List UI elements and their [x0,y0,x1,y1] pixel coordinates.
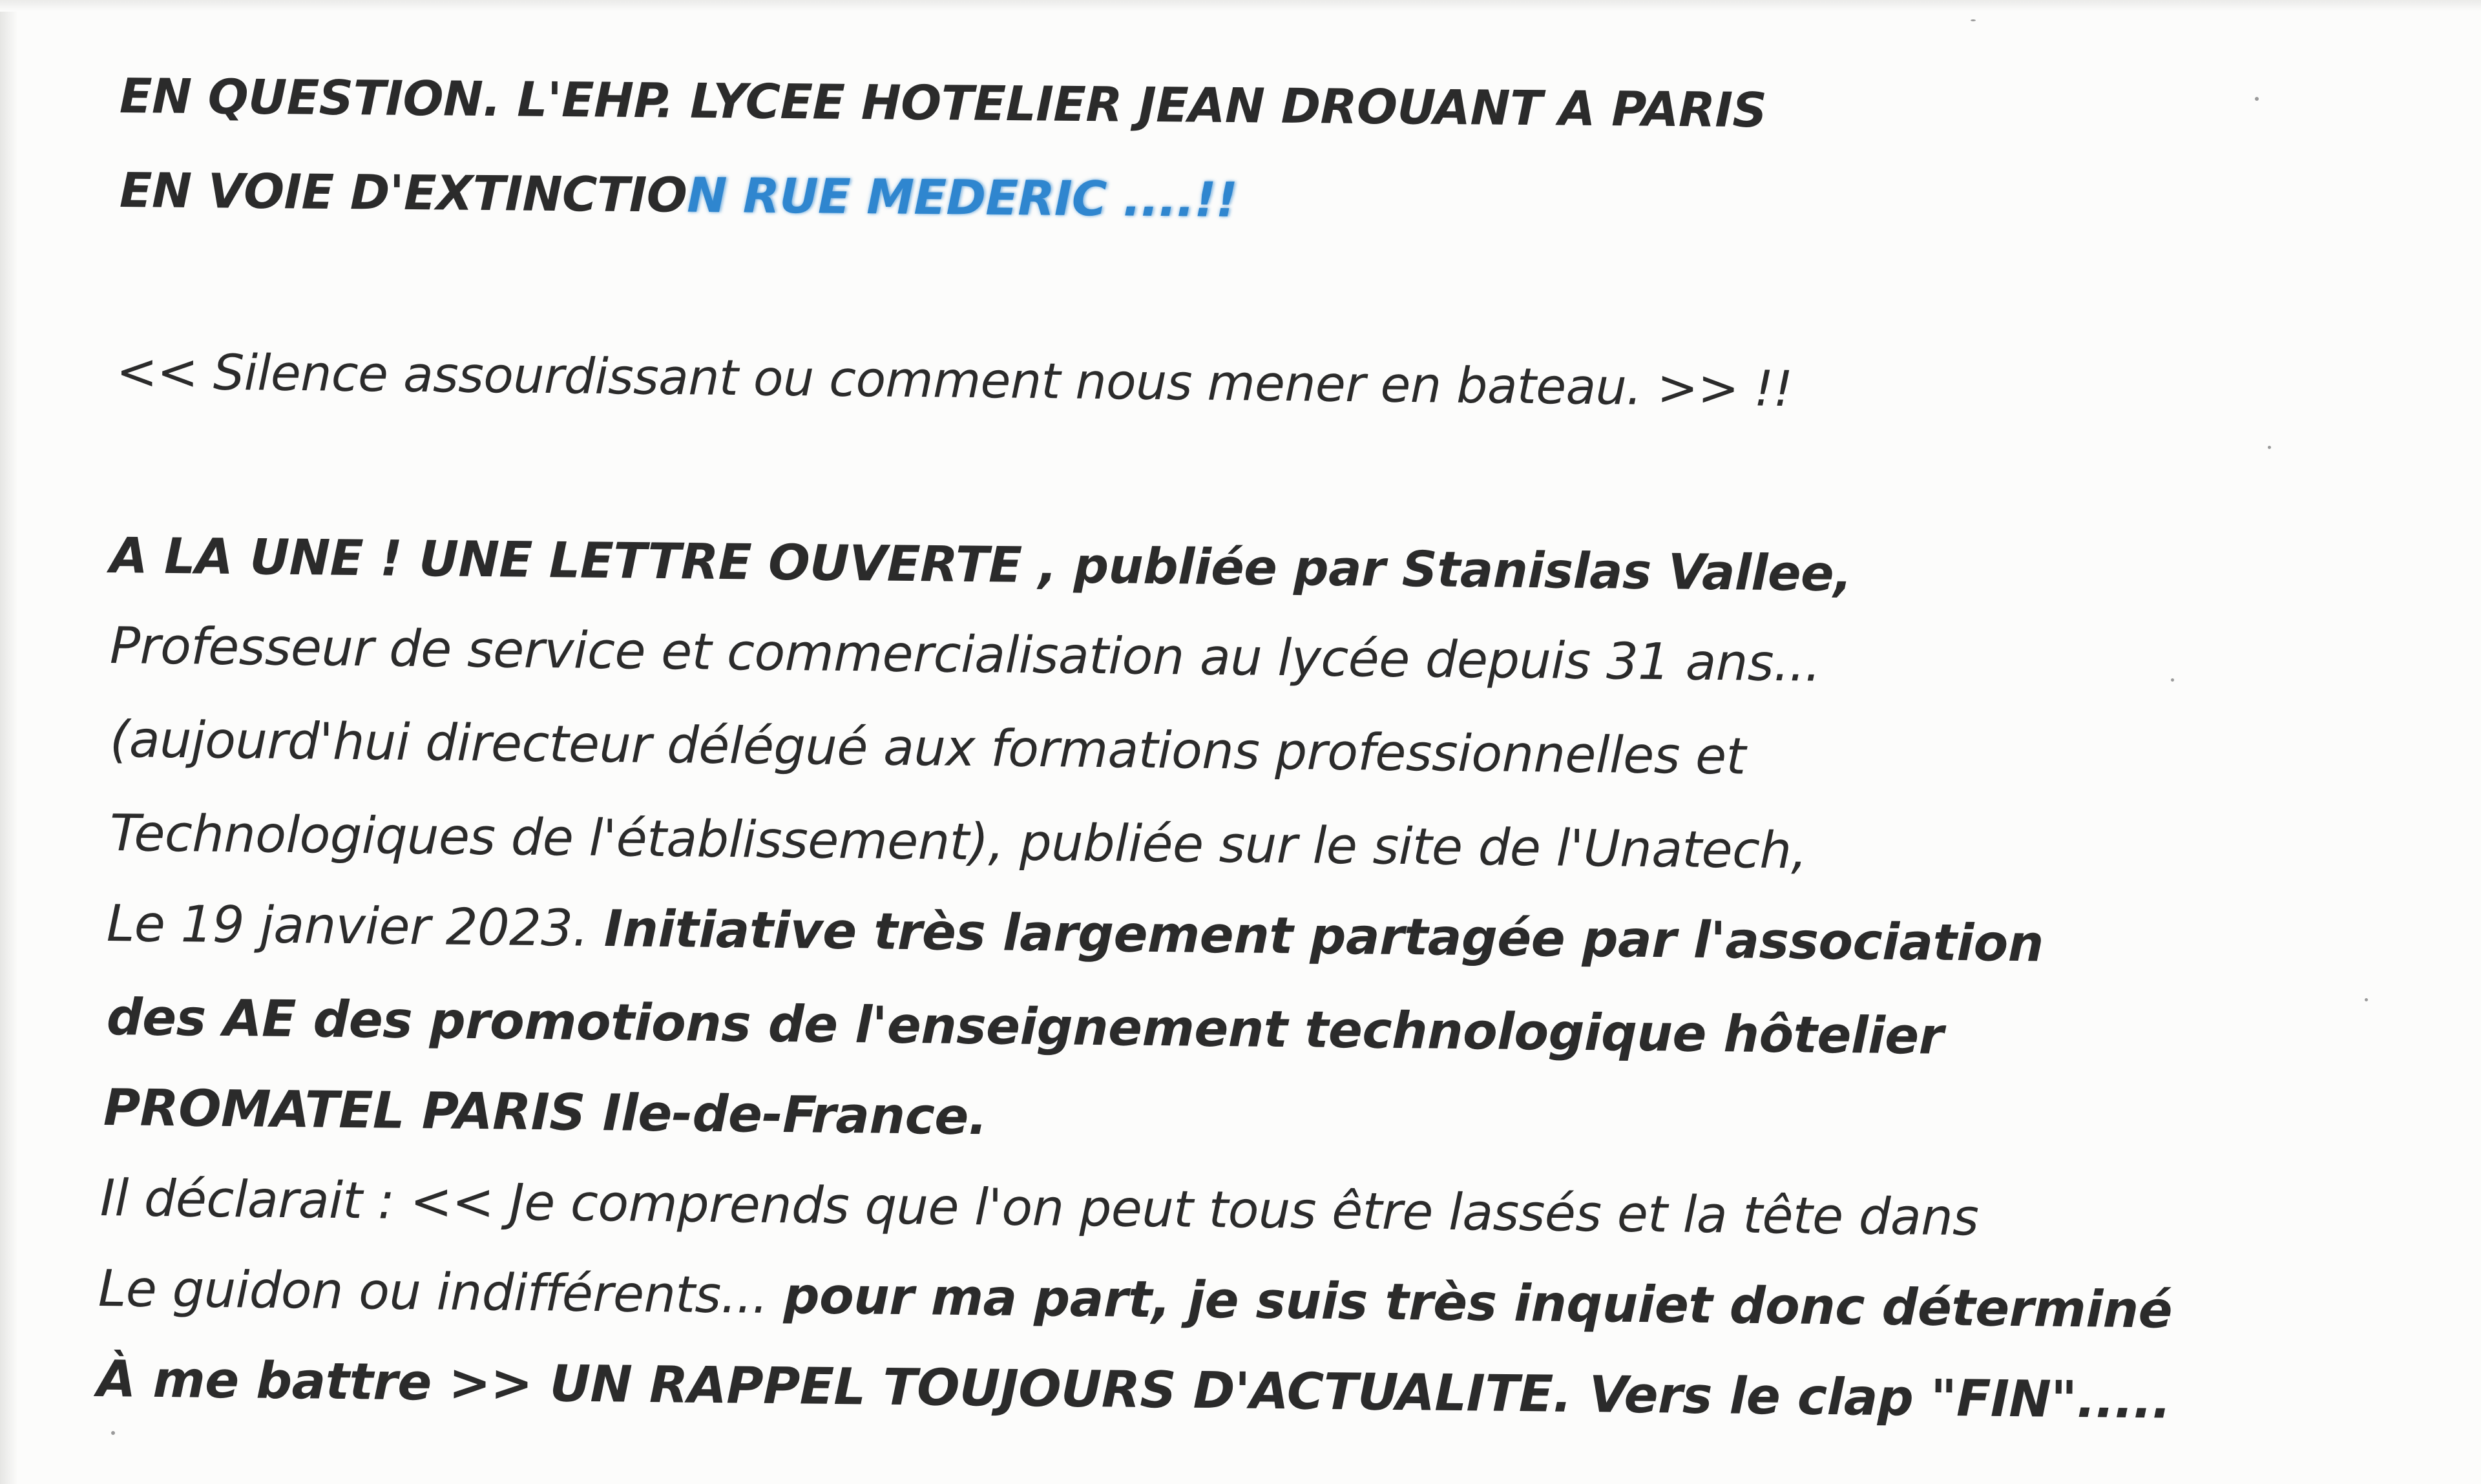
headline-line-2-blue-highlight: N RUE MEDERIC ....!! [686,167,1238,229]
headline-line-2 [120,162,1238,229]
body-line-5-bold: Initiative très largement partagée par l'association [603,900,2044,974]
body-line-10: À me battre >> UN RAPPEL TOUJOURS D'ACTUALITE. Vers le clap "FIN"..... [96,1350,2172,1430]
body-line-8: Il déclarait : << Je comprends que l'on peut tous être lassés et la tête dans [99,1169,1979,1248]
headline-line-2-dark: EN VOIE D'EXTINCTIO [119,163,687,224]
body-line-9 [98,1260,2173,1340]
scan-edge-top [0,0,2481,12]
body-line-7: PROMATEL PARIS Ile-de-France. [103,1079,988,1147]
body-line-4: Technologiques de l'établissement), publiée sur le site de l'Unatech, [109,804,1808,881]
body-line-1: A LA UNE ! UNE LETTRE OUVERTE , publiée par Stanislas Vallee, [109,527,1852,603]
scan-speck [1971,19,1976,21]
scan-edge-left [0,0,18,1484]
body-line-3: (aujourd'hui directeur délégué aux formations professionnelles et [109,711,1746,786]
body-line-2: Professeur de service et commercialisation au lycée depuis 31 ans... [109,617,1821,693]
scan-speck [2365,998,2368,1001]
body-line-5 [107,895,2044,973]
scan-speck [2268,446,2271,449]
subtitle-line: << Silence assourdissant ou comment nous mener en bateau. >> !! [116,342,1794,418]
body-line-5-regular: Le 19 janvier 2023. [106,895,605,959]
body-line-9-bold: pour ma part, je suis très inquiet donc déterminé [783,1267,2173,1340]
headline-line-1: EN QUESTION. L'EHP. LYCEE HOTELIER JEAN DROUANT A PARIS [119,68,1767,139]
scan-speck [2171,678,2174,682]
scan-speck [111,1431,115,1435]
body-line-6: des AE des promotions de l'enseignement technologique hôtelier [106,988,1944,1066]
scan-speck [2255,97,2259,101]
body-line-9-regular: Le guidon ou indifférents... [98,1260,784,1326]
